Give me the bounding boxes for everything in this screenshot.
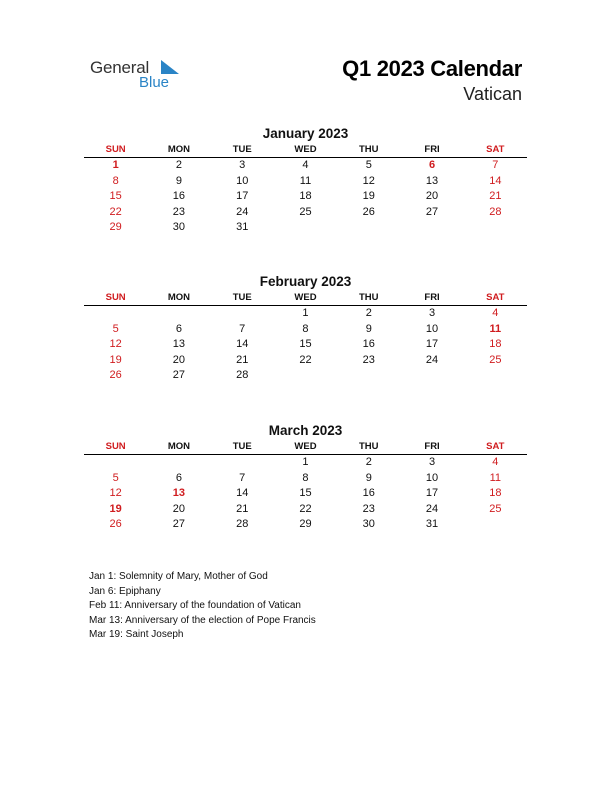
day-cell: 9 — [365, 322, 372, 335]
day-cell: 18 — [299, 190, 312, 202]
day-cell: 17 — [236, 190, 249, 202]
weekday-header — [84, 440, 527, 455]
day-cell: 28 — [236, 518, 249, 530]
empty-day-cell — [274, 368, 337, 384]
empty-day-cell — [147, 306, 210, 322]
day-cell: 3 — [428, 456, 436, 468]
holiday-item: Mar 13: Anniversary of the election of Pope Francis — [89, 614, 316, 626]
month-weeks — [84, 306, 527, 384]
holiday-item: Mar 19: Saint Joseph — [89, 629, 184, 640]
weekday-tue: TUE — [232, 292, 252, 303]
day-cell: 5 — [112, 322, 119, 335]
day-cell: 24 — [425, 353, 439, 366]
day-cell: 25 — [489, 353, 502, 366]
day-cell: 22 — [109, 205, 122, 218]
day-cell: 20 — [172, 353, 186, 366]
day-cell: 3 — [428, 307, 436, 319]
day-cell: 2 — [365, 456, 372, 468]
week-row — [84, 205, 527, 221]
week-row — [84, 471, 527, 487]
day-cell: 17 — [425, 487, 439, 499]
week-row — [84, 353, 527, 369]
week-row — [84, 174, 527, 190]
logo-word-blue: Blue — [139, 74, 170, 91]
day-cell: 1 — [302, 456, 309, 468]
day-cell: 28 — [236, 369, 249, 381]
day-cell: 8 — [302, 322, 309, 335]
day-cell: 6 — [175, 471, 182, 484]
day-cell: 7 — [239, 322, 246, 335]
day-cell: 15 — [299, 487, 312, 499]
day-cell: 11 — [299, 174, 312, 187]
day-cell: 4 — [302, 159, 309, 171]
day-cell: 24 — [236, 205, 249, 218]
day-cell: 24 — [425, 502, 439, 515]
month-title: February 2023 — [259, 274, 352, 289]
week-row — [84, 502, 527, 518]
weekday-fri: FRI — [424, 292, 440, 303]
weekday-header — [84, 291, 527, 306]
weekday-mon: MON — [167, 144, 190, 155]
day-cell: 4 — [492, 307, 499, 319]
weekday-sun: SUN — [105, 144, 126, 155]
day-cell: 8 — [112, 174, 119, 187]
page-title: Q1 2023 Calendar — [342, 56, 522, 81]
weekday-thu: THU — [359, 441, 379, 452]
day-cell: 8 — [302, 471, 309, 484]
empty-day-cell — [337, 220, 400, 236]
weekday-sat: SAT — [486, 441, 505, 452]
day-cell: 6 — [428, 159, 436, 171]
day-cell: 21 — [489, 190, 502, 202]
empty-day-cell — [464, 368, 527, 384]
day-cell: 26 — [362, 205, 375, 218]
country-subtitle: Vatican — [463, 84, 522, 104]
day-cell: 7 — [239, 471, 246, 484]
day-cell: 14 — [236, 338, 249, 350]
day-cell: 31 — [236, 221, 249, 233]
day-cell: 11 — [489, 322, 502, 335]
month-january — [84, 125, 527, 236]
weekday-sat: SAT — [486, 292, 505, 303]
day-cell: 6 — [175, 322, 182, 335]
week-row — [84, 322, 527, 338]
day-cell: 19 — [109, 502, 122, 515]
empty-day-cell — [464, 220, 527, 236]
day-cell: 23 — [362, 502, 375, 515]
weekday-wed: WED — [294, 441, 317, 452]
day-cell: 4 — [492, 456, 499, 468]
weekday-sat: SAT — [486, 144, 505, 155]
weekday-wed: WED — [294, 144, 317, 155]
weekday-header — [84, 143, 527, 158]
empty-day-cell — [84, 306, 147, 322]
day-cell: 25 — [489, 502, 502, 515]
empty-day-cell — [147, 455, 210, 471]
day-cell: 30 — [362, 518, 375, 530]
weekday-tue: TUE — [232, 144, 252, 155]
holiday-list — [89, 570, 316, 643]
day-cell: 23 — [172, 205, 186, 218]
day-cell: 23 — [362, 353, 375, 366]
day-cell: 29 — [109, 221, 122, 233]
day-cell: 15 — [299, 338, 312, 350]
day-cell: 10 — [236, 174, 249, 187]
month-march — [84, 422, 527, 533]
day-cell: 17 — [425, 338, 439, 350]
day-cell: 26 — [109, 518, 122, 530]
weekday-thu: THU — [359, 144, 379, 155]
week-row — [84, 158, 527, 174]
day-cell: 7 — [492, 159, 499, 171]
empty-day-cell — [400, 368, 463, 384]
month-weeks — [84, 455, 527, 533]
day-cell: 28 — [489, 205, 502, 218]
logo-word-general: General — [90, 58, 150, 77]
empty-day-cell — [211, 306, 274, 322]
month-february — [84, 273, 527, 384]
week-row — [84, 306, 527, 322]
day-cell: 25 — [299, 205, 312, 218]
week-row — [84, 486, 527, 502]
day-cell: 14 — [489, 174, 502, 187]
empty-day-cell — [211, 455, 274, 471]
week-row — [84, 220, 527, 236]
holiday-item: Jan 1: Solemnity of Mary, Mother of God — [89, 571, 268, 582]
day-cell: 9 — [365, 471, 372, 484]
weekday-fri: FRI — [424, 441, 440, 452]
weekday-fri: FRI — [424, 144, 440, 155]
day-cell: 11 — [489, 471, 502, 484]
holiday-item: Feb 11: Anniversary of the foundation of Vatican — [89, 600, 301, 611]
week-row — [84, 368, 527, 384]
day-cell: 26 — [109, 369, 122, 381]
day-cell: 21 — [236, 502, 249, 515]
day-cell: 12 — [362, 174, 375, 187]
day-cell: 18 — [489, 487, 502, 499]
day-cell: 20 — [425, 190, 439, 202]
empty-day-cell — [84, 455, 147, 471]
holiday-item: Jan 6: Epiphany — [89, 585, 161, 597]
day-cell: 13 — [172, 338, 186, 350]
month-title: March 2023 — [268, 423, 343, 438]
day-cell: 5 — [365, 159, 372, 171]
day-cell: 19 — [362, 190, 375, 202]
day-cell: 16 — [362, 487, 375, 499]
empty-day-cell — [464, 517, 527, 533]
weekday-sun: SUN — [105, 292, 126, 303]
day-cell: 13 — [425, 174, 439, 187]
day-cell: 31 — [425, 518, 439, 530]
weekday-mon: MON — [167, 292, 190, 303]
day-cell: 5 — [112, 471, 119, 484]
week-row — [84, 189, 527, 205]
empty-day-cell — [274, 220, 337, 236]
generalblue-logo — [90, 56, 200, 96]
day-cell: 29 — [299, 518, 312, 530]
day-cell: 20 — [172, 502, 186, 515]
day-cell: 16 — [172, 190, 186, 202]
day-cell: 21 — [236, 353, 249, 366]
day-cell: 1 — [112, 159, 119, 171]
day-cell: 10 — [425, 471, 439, 484]
week-row — [84, 337, 527, 353]
day-cell: 18 — [489, 338, 502, 350]
week-row — [84, 455, 527, 471]
day-cell: 22 — [299, 353, 312, 366]
week-row — [84, 517, 527, 533]
day-cell: 16 — [362, 338, 375, 350]
day-cell: 12 — [109, 338, 122, 350]
weekday-thu: THU — [359, 292, 379, 303]
empty-day-cell — [337, 368, 400, 384]
day-cell: 3 — [239, 159, 246, 171]
month-title: January 2023 — [262, 126, 349, 141]
day-cell: 12 — [109, 487, 122, 499]
day-cell: 27 — [172, 518, 186, 530]
weekday-wed: WED — [294, 292, 317, 303]
day-cell: 15 — [109, 190, 122, 202]
day-cell: 14 — [236, 487, 249, 499]
day-cell: 19 — [109, 353, 122, 366]
month-weeks — [84, 158, 527, 236]
day-cell: 1 — [302, 307, 309, 319]
weekday-mon: MON — [167, 441, 190, 452]
day-cell: 27 — [172, 369, 186, 381]
day-cell: 10 — [425, 322, 439, 335]
day-cell: 2 — [365, 307, 372, 319]
day-cell: 22 — [299, 502, 312, 515]
weekday-sun: SUN — [105, 441, 126, 452]
day-cell: 30 — [172, 221, 186, 233]
day-cell: 9 — [175, 174, 182, 187]
day-cell: 2 — [175, 159, 182, 171]
day-cell: 13 — [172, 487, 186, 499]
empty-day-cell — [400, 220, 463, 236]
day-cell: 27 — [425, 205, 439, 218]
weekday-tue: TUE — [232, 441, 252, 452]
